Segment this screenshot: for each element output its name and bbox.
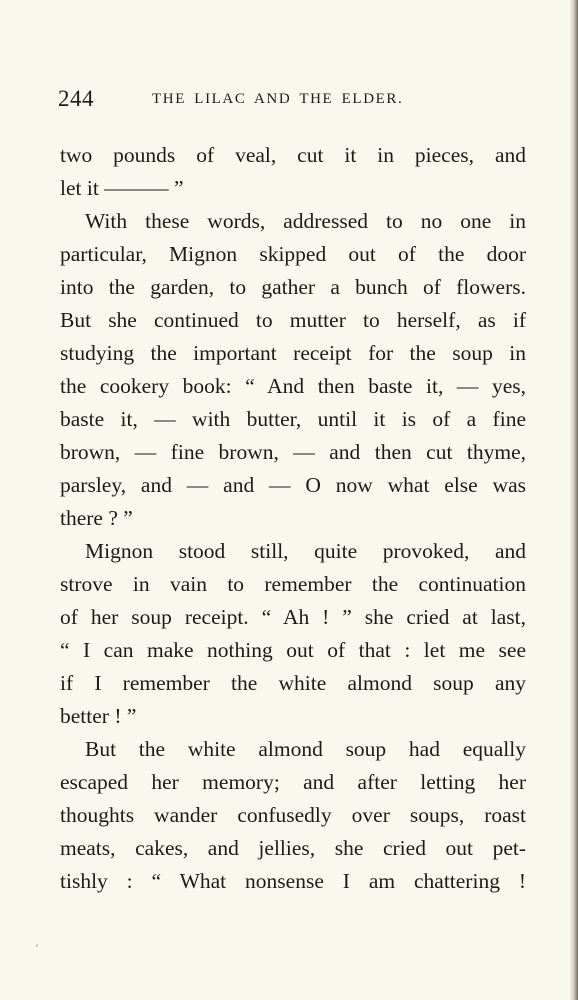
page-header (58, 86, 528, 116)
text-line: But she continued to mutter to herself, as if (60, 308, 526, 332)
text-line: strove in vain to remember the continuation (60, 572, 526, 596)
running-head: THE LILAC AND THE ELDER. (152, 91, 404, 107)
text-line: meats, cakes, and jellies, she cried out pet- (60, 836, 526, 860)
text-line: brown, — fine brown, — and then cut thyme, (60, 440, 526, 464)
text-line: But the white almond soup had equally (85, 737, 526, 761)
text-line: the cookery book: “ And then baste it, — yes, (60, 374, 526, 398)
page-number: 244 (58, 86, 94, 111)
text-line: of her soup receipt. “ Ah ! ” she cried at last, (60, 605, 526, 629)
text-line: With these words, addressed to no one in (85, 209, 526, 233)
text-line: “ I can make nothing out of that : let me see (60, 638, 526, 662)
body-text (60, 139, 526, 898)
text-line: if I remember the white almond soup any (60, 671, 526, 695)
text-line: Mignon stood still, quite provoked, and (85, 539, 526, 563)
text-line: into the garden, to gather a bunch of flowers. (60, 275, 526, 299)
text-line: let it ——— ” (60, 176, 184, 200)
text-line: studying the important receipt for the soup in (60, 341, 526, 365)
text-line: thoughts wander confusedly over soups, roast (60, 803, 526, 827)
paper-speck (36, 944, 38, 947)
text-line: parsley, and — and — O now what else was (60, 473, 526, 497)
text-line: escaped her memory; and after letting her (60, 770, 526, 794)
text-line: tishly : “ What nonsense I am chattering ! (60, 869, 526, 893)
page-edge-shadow (570, 0, 578, 1000)
text-line: two pounds of veal, cut it in pieces, and (60, 143, 526, 167)
text-line: baste it, — with butter, until it is of a fine (60, 407, 526, 431)
text-line: particular, Mignon skipped out of the door (60, 242, 526, 266)
text-line: better ! ” (60, 704, 137, 728)
text-line: there ? ” (60, 506, 133, 530)
